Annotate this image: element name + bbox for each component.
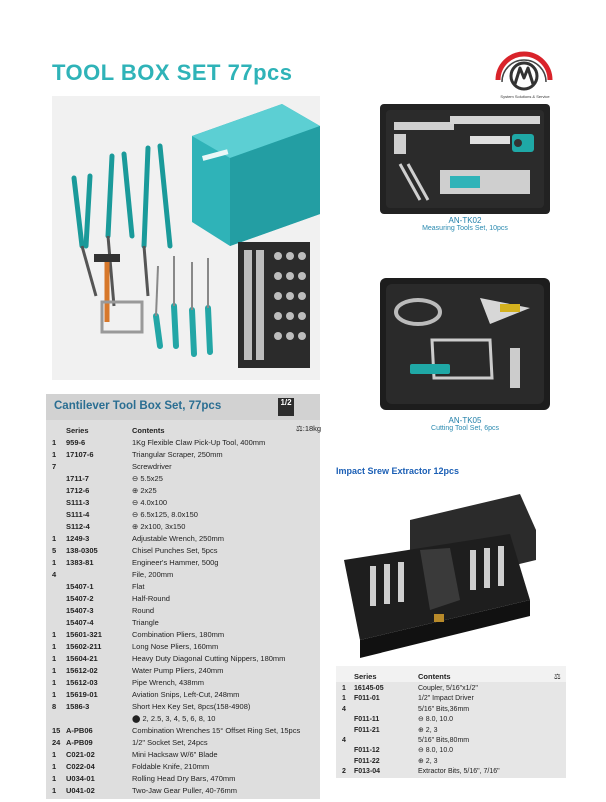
measuring-tools-photo: [380, 104, 550, 214]
tk05-code: AN-TK05: [448, 416, 482, 425]
brand-logo: [492, 42, 556, 98]
row-series: 17107-6: [66, 450, 94, 459]
row-contents: Aviation Snips, Left-Cut, 248mm: [132, 690, 240, 699]
series-header: Series: [66, 426, 89, 435]
tk02-caption: [380, 216, 550, 232]
row-series: 15619-01: [66, 690, 98, 699]
table-row: [336, 767, 566, 777]
row-quantity: 4: [342, 737, 346, 744]
row-contents: Chisel Punches Set, 5pcs: [132, 546, 218, 555]
page-title: TOOL BOX SET 77pcs: [52, 60, 293, 85]
table-row: [46, 438, 320, 448]
row-quantity: 1: [52, 786, 57, 795]
table-row: [46, 510, 320, 520]
row-series: 15612-03: [66, 678, 98, 687]
row-series: F011-21: [354, 726, 380, 734]
table-row: [46, 630, 320, 640]
cutting-tools-photo: [380, 278, 550, 410]
row-series: 1586-3: [66, 702, 90, 711]
table-row: [46, 678, 320, 688]
row-series: 15407-1: [66, 582, 94, 591]
table-row: [46, 666, 320, 676]
row-series: S111-3: [66, 498, 90, 507]
row-series: 1383-81: [66, 558, 94, 567]
row-contents: Engineer's Hammer, 500g: [132, 558, 219, 567]
row-quantity: 5: [52, 546, 57, 555]
row-series: 959-6: [66, 438, 86, 447]
row-series: 15407-2: [66, 594, 94, 603]
table-row: [46, 522, 320, 532]
table-row: [46, 774, 320, 784]
row-series: S112-4: [66, 522, 90, 531]
row-contents: Combination Pliers, 180mm: [132, 630, 225, 639]
drive-size-label: 1/2: [280, 398, 292, 407]
logo-tagline: System Solutions & Service: [500, 94, 550, 99]
table-row: [336, 726, 566, 736]
row-contents: Mini Hacksaw W/6" Blade: [132, 750, 218, 759]
row-quantity: 8: [52, 702, 57, 711]
impact-set-title: Impact Srew Extractor 12pcs: [336, 466, 460, 476]
table-row: [46, 582, 320, 592]
row-quantity: 1: [52, 774, 57, 783]
row-series: 15407-3: [66, 606, 94, 615]
row-series: F011-12: [354, 747, 380, 755]
row-series: A-PB06: [66, 726, 93, 735]
main-spec-table: [46, 394, 320, 799]
table-row: [336, 746, 566, 756]
row-series: S111-4: [66, 510, 90, 519]
table-row: [46, 654, 320, 664]
table-row: [46, 762, 320, 772]
row-contents: Water Pump Pliers, 240mm: [132, 666, 224, 675]
row-quantity: 1: [342, 695, 346, 703]
row-series: 1712-6: [66, 486, 90, 495]
tk05-caption: [380, 416, 550, 432]
row-series: 1711-7: [66, 474, 89, 483]
row-series: F011-01: [354, 695, 380, 703]
drive-size-badge: [278, 398, 294, 416]
row-series: 16145-05: [354, 685, 384, 692]
table-row: [336, 715, 566, 725]
row-series: 15601-321: [66, 630, 102, 639]
row-contents: ⊕ 2x100, 3x150: [132, 522, 186, 531]
row-contents: 1Kg Flexible Claw Pick-Up Tool, 400mm: [132, 438, 266, 447]
tk02-code: AN-TK02: [448, 216, 482, 225]
table-row: [46, 474, 320, 484]
table-row: [46, 690, 320, 700]
row-series: 1249-3: [66, 534, 90, 543]
table-row: [336, 705, 566, 715]
table-row: [46, 594, 320, 604]
row-contents: Triangular Scraper, 250mm: [132, 450, 223, 459]
row-quantity: 7: [52, 462, 57, 471]
row-contents: Long Nose Pliers, 160mm: [132, 642, 219, 651]
row-contents: Combination Wrenches 15° Offset Ring Set, 15pcs: [132, 726, 301, 735]
row-series: U041-02: [66, 786, 95, 795]
row-series: F011-22: [354, 757, 380, 765]
table-row: [46, 618, 320, 628]
row-series: 15612-02: [66, 666, 98, 675]
tool-box-photo: [52, 96, 320, 380]
row-contents: ⊕ 2x25: [132, 486, 157, 495]
row-contents: File, 200mm: [132, 570, 174, 579]
table-row: [336, 694, 566, 704]
table-row: [46, 462, 320, 472]
row-contents: Round: [132, 606, 155, 615]
table-row: [336, 684, 566, 694]
row-contents: Foldable Knife, 210mm: [132, 762, 210, 771]
table-row: [336, 757, 566, 767]
row-contents: ⬤ 2, 2.5, 3, 4, 5, 6, 8, 10: [132, 714, 216, 723]
row-quantity: 2: [342, 768, 346, 776]
table-row: [46, 642, 320, 652]
row-contents: Half-Round: [132, 594, 170, 603]
row-quantity: 1: [52, 690, 57, 699]
row-contents: Heavy Duty Diagonal Cutting Nippers, 180mm: [132, 654, 286, 663]
row-quantity: 1: [52, 750, 57, 759]
row-quantity: 1: [52, 678, 57, 687]
row-quantity: 1: [342, 685, 346, 692]
row-contents: Rolling Head Dry Bars, 470mm: [132, 774, 236, 783]
row-quantity: 1: [52, 642, 57, 651]
tk05-desc: Cutting Tool Set, 6pcs: [431, 425, 499, 432]
row-series: 15602-211: [66, 642, 102, 651]
row-contents: Pipe Wrench, 438mm: [132, 678, 204, 687]
row-series: U034-01: [66, 774, 95, 783]
table-row: [46, 486, 320, 496]
table-row: [46, 702, 320, 712]
impact-spec-table: [336, 666, 566, 778]
weight-value: 18kg: [304, 424, 322, 433]
table-row: [46, 570, 320, 580]
row-contents: Short Hex Key Set, 8pcs(158-4908): [132, 702, 251, 711]
row-series: F011-11: [354, 716, 380, 724]
row-contents: Two-Jaw Gear Puller, 40-76mm: [132, 786, 238, 795]
table-row: [46, 498, 320, 508]
table-row: [46, 558, 320, 568]
main-table-title: Cantilever Tool Box Set, 77pcs: [54, 400, 222, 412]
row-contents: ⊖ 8.0, 10.0: [418, 716, 454, 724]
row-quantity: 1: [52, 762, 57, 771]
row-contents: Screwdriver: [132, 462, 172, 471]
row-series: 15604-21: [66, 654, 98, 663]
row-contents: 1/2" Impact Driver: [418, 695, 474, 703]
row-quantity: 1: [52, 630, 57, 639]
row-contents: ⊖ 5.5x25: [132, 474, 163, 483]
table-row: [336, 736, 566, 746]
row-contents: 5/16" Bits,80mm: [418, 737, 470, 744]
impact-contents-header: Contents: [418, 672, 451, 681]
tk02-desc: Measuring Tools Set, 10pcs: [422, 225, 508, 232]
row-contents: ⊖ 4.0x100: [132, 498, 168, 507]
impact-weight-icon: ⚖: [554, 672, 561, 681]
row-quantity: 1: [52, 438, 57, 447]
impact-extractor-photo: [340, 490, 536, 662]
row-contents: ⊕ 2, 3: [418, 757, 438, 765]
table-row: [46, 534, 320, 544]
weight-icon: ⚖: [296, 424, 303, 433]
row-contents: ⊖ 6.5x125, 8.0x150: [132, 510, 198, 519]
row-series: A-PB09: [66, 738, 93, 747]
table-row: [46, 750, 320, 760]
row-contents: ⊕ 2, 3: [418, 726, 438, 734]
row-quantity: 1: [52, 654, 57, 663]
row-quantity: 4: [342, 705, 346, 713]
row-quantity: 4: [52, 570, 57, 579]
weight-label: ⚖:18kg: [296, 424, 322, 433]
table-row: [46, 786, 320, 796]
table-row: [46, 714, 320, 724]
row-quantity: 1: [52, 450, 57, 459]
table-row: [46, 726, 320, 736]
row-series: C022-04: [66, 762, 95, 771]
row-quantity: 1: [52, 666, 57, 675]
row-contents: Flat: [132, 582, 145, 591]
impact-series-header: Series: [354, 672, 377, 681]
row-contents: ⊖ 8.0, 10.0: [418, 747, 454, 755]
row-quantity: 1: [52, 558, 57, 567]
row-contents: Coupler, 5/16"x1/2": [418, 685, 478, 692]
table-row: [46, 546, 320, 556]
row-series: 15407-4: [66, 618, 94, 627]
row-series: F013-04: [354, 768, 381, 776]
row-series: 138-0305: [66, 546, 98, 555]
row-contents: 5/16" Bits,36mm: [418, 705, 470, 713]
row-contents: Extractor Bits, 5/16", 7/16": [418, 768, 500, 776]
row-quantity: 24: [52, 738, 61, 747]
row-contents: 1/2" Socket Set, 24pcs: [132, 738, 208, 747]
contents-header: Contents: [132, 426, 165, 435]
row-contents: Triangle: [132, 618, 159, 627]
row-series: C021-02: [66, 750, 95, 759]
row-quantity: 1: [52, 534, 57, 543]
row-contents: Adjustable Wrench, 250mm: [132, 534, 224, 543]
row-quantity: 15: [52, 726, 61, 735]
main-table-header: [46, 394, 320, 420]
table-row: [46, 606, 320, 616]
table-row: [46, 450, 320, 460]
table-row: [46, 738, 320, 748]
